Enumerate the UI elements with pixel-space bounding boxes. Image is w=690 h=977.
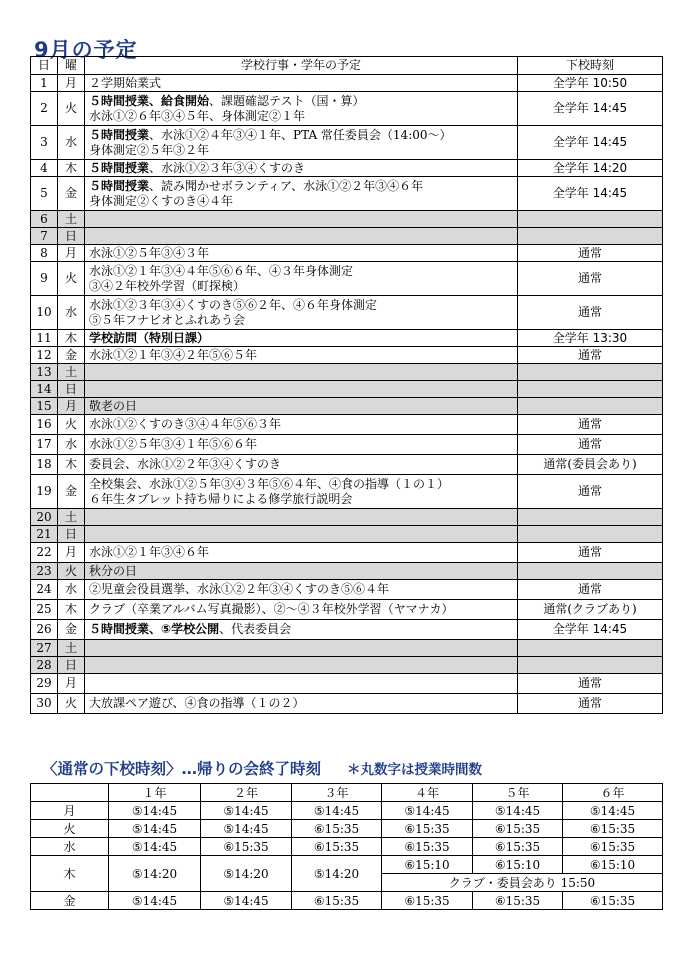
event-text: 水泳①②５年③④３年 (89, 245, 210, 260)
event-text: 身体測定②くすのき④４年 (89, 193, 234, 208)
table-row (31, 228, 663, 245)
event-line (89, 399, 513, 414)
event-line (89, 331, 513, 346)
table-row (31, 398, 663, 415)
weekday-cell: 火 (58, 92, 85, 126)
event-line (89, 109, 513, 124)
day-cell: 14 (31, 381, 58, 398)
weekday-cell: 月 (58, 674, 85, 694)
schedule-time: ⑤14:20 (109, 856, 201, 892)
table-row (31, 600, 663, 620)
event-cell (85, 211, 518, 228)
event-text: 、課題確認テスト（国・算） (209, 93, 365, 108)
event-text: 水泳①②３年③④くすのき⑤⑥２年、④６年身体測定 (89, 297, 378, 312)
day-cell: 7 (31, 228, 58, 245)
event-line (89, 194, 513, 209)
event-line (89, 264, 513, 279)
event-text: 委員会、水泳①②２年③④くすのき (89, 457, 282, 471)
schedule-time: ⑤14:45 (109, 802, 201, 820)
schedule-time: ⑥15:35 (201, 838, 292, 856)
event-line (89, 313, 513, 328)
dismissal-cell (518, 563, 663, 580)
dismissal-cell: 全学年 14:45 (518, 620, 663, 640)
schedule-time: ⑥15:35 (292, 892, 382, 910)
page-title: 9月の予定 (34, 38, 138, 62)
schedule-time: ⑤14:45 (473, 802, 563, 820)
day-cell: 22 (31, 543, 58, 563)
weekday-cell: 水 (58, 435, 85, 455)
day-cell: 25 (31, 600, 58, 620)
event-cell (85, 435, 518, 455)
weekday-cell: 火 (58, 563, 85, 580)
table-row (31, 296, 663, 330)
event-cell (85, 92, 518, 126)
event-text: ③④２年校外学習（町探検） (89, 278, 246, 293)
event-text: 全校集会、水泳①②５年③④３年⑤⑥４年、④食の指導（１の１） (89, 476, 450, 491)
schedule-grade: ２年 (201, 784, 292, 802)
event-line (89, 492, 513, 507)
table-row (31, 509, 663, 526)
event-cell (85, 381, 518, 398)
schedule-time: ⑤14:20 (292, 856, 382, 892)
dismissal-cell: 通常 (518, 674, 663, 694)
event-line (89, 128, 513, 143)
table-row (31, 674, 663, 694)
event-cell (85, 543, 518, 563)
event-line (89, 179, 513, 194)
schedule-time: ⑥15:35 (473, 892, 563, 910)
table-row (31, 435, 663, 455)
event-text: 水泳①②１年③④４年⑤⑥６年、④３年身体測定 (89, 263, 354, 278)
event-text: 水泳①②５年③④１年⑤⑥６年 (89, 437, 258, 451)
weekday-cell: 木 (58, 455, 85, 475)
day-cell: 12 (31, 347, 58, 364)
table-row (31, 475, 663, 509)
table-row (31, 347, 663, 364)
table-row (31, 364, 663, 381)
weekday-cell: 日 (58, 381, 85, 398)
event-cell (85, 674, 518, 694)
event-text: 水泳①②くすのき③④４年⑤⑥３年 (89, 417, 282, 431)
schedule-time: ⑤14:45 (109, 820, 201, 838)
schedule-time: ⑥15:10 (473, 856, 563, 874)
dismissal-cell: 全学年 14:20 (518, 160, 663, 177)
dismissal-cell: 通常 (518, 694, 663, 714)
header-events: 学校行事・学年の予定 (85, 57, 518, 75)
table-row (31, 92, 663, 126)
event-text: 水泳①②１年③④２年⑤⑥５年 (89, 347, 258, 362)
dismissal-cell: 通常(委員会あり) (518, 455, 663, 475)
event-line (89, 477, 513, 492)
weekday-cell: 土 (58, 364, 85, 381)
header-weekday: 曜 (58, 57, 85, 75)
event-cell (85, 640, 518, 657)
day-cell: 1 (31, 75, 58, 92)
event-line (89, 545, 513, 560)
dismissal-cell: 全学年 14:45 (518, 92, 663, 126)
schedule-grade: ３年 (292, 784, 382, 802)
day-cell: 30 (31, 694, 58, 714)
dismissal-cell: 通常 (518, 580, 663, 600)
day-cell: 13 (31, 364, 58, 381)
schedule-time: ⑥15:35 (563, 838, 663, 856)
schedule-time: ⑥15:10 (563, 856, 663, 874)
schedule-time: ⑤14:45 (292, 802, 382, 820)
dismissal-cell: 通常 (518, 262, 663, 296)
table-row (31, 620, 663, 640)
event-text: ５時間授業、給食開始 (89, 93, 210, 108)
table-row (31, 75, 663, 92)
day-cell: 9 (31, 262, 58, 296)
dismissal-cell: 全学年 14:45 (518, 126, 663, 160)
day-cell: 21 (31, 526, 58, 543)
schedule-time: ⑤14:45 (109, 892, 201, 910)
event-text: 身体測定②５年③２年 (89, 142, 210, 157)
schedule-time: ⑤14:45 (382, 802, 473, 820)
schedule-time: ⑥15:35 (382, 892, 473, 910)
event-line (89, 76, 513, 91)
dismissal-cell (518, 364, 663, 381)
weekday-cell: 火 (58, 262, 85, 296)
weekday-cell: 水 (58, 580, 85, 600)
event-cell (85, 600, 518, 620)
table-row (31, 160, 663, 177)
event-cell (85, 398, 518, 415)
event-line (89, 417, 513, 432)
day-cell: 18 (31, 455, 58, 475)
table-row (31, 126, 663, 160)
schedule-time: ⑤14:45 (201, 802, 292, 820)
day-cell: 2 (31, 92, 58, 126)
schedule-time: ⑥15:35 (563, 820, 663, 838)
schedule-section-heading (42, 757, 482, 779)
table-row (31, 330, 663, 347)
section-note: ＊丸数字は授業時間数 (347, 762, 483, 778)
event-text: ２学期始業式 (89, 75, 162, 90)
day-cell: 24 (31, 580, 58, 600)
event-text: ⑤５年フナビオとふれあう会 (89, 312, 246, 327)
header-day: 日 (31, 57, 58, 75)
event-line (89, 437, 513, 452)
weekday-cell: 日 (58, 526, 85, 543)
table-row (31, 211, 663, 228)
event-table (30, 56, 663, 714)
schedule-row (31, 820, 663, 838)
day-cell: 11 (31, 330, 58, 347)
weekday-cell: 土 (58, 509, 85, 526)
table-row (31, 543, 663, 563)
event-text: 大放課ペア遊び、④食の指導（１の２） (89, 696, 305, 710)
schedule-time: ⑥15:35 (292, 838, 382, 856)
dismissal-cell: 通常 (518, 245, 663, 262)
dismissal-cell: 通常 (518, 415, 663, 435)
day-cell: 10 (31, 296, 58, 330)
event-line (89, 348, 513, 363)
weekday-cell: 金 (58, 620, 85, 640)
weekday-cell: 金 (58, 347, 85, 364)
event-line (89, 622, 513, 637)
day-cell: 4 (31, 160, 58, 177)
day-cell: 28 (31, 657, 58, 674)
weekday-cell: 土 (58, 211, 85, 228)
event-cell (85, 75, 518, 92)
day-cell: 23 (31, 563, 58, 580)
event-cell (85, 563, 518, 580)
weekday-cell: 木 (58, 160, 85, 177)
table-row (31, 694, 663, 714)
event-cell (85, 296, 518, 330)
event-cell (85, 475, 518, 509)
day-cell: 5 (31, 177, 58, 211)
event-cell (85, 330, 518, 347)
weekday-cell: 水 (58, 296, 85, 330)
event-cell (85, 347, 518, 364)
event-cell (85, 657, 518, 674)
schedule-row (31, 892, 663, 910)
schedule-time: ⑥15:35 (292, 820, 382, 838)
event-cell (85, 509, 518, 526)
table-row (31, 177, 663, 211)
dismissal-cell: 通常(クラブあり) (518, 600, 663, 620)
schedule-time: ⑥15:35 (473, 838, 563, 856)
table-row (31, 563, 663, 580)
event-cell (85, 455, 518, 475)
weekday-cell: 火 (58, 694, 85, 714)
schedule-grade: ５年 (473, 784, 563, 802)
schedule-weekday: 水 (31, 838, 109, 856)
schedule-time: ⑤14:20 (201, 856, 292, 892)
schedule-weekday: 金 (31, 892, 109, 910)
schedule-weekday: 木 (31, 856, 109, 892)
dismissal-cell (518, 398, 663, 415)
event-text: 、代表委員会 (219, 622, 292, 636)
schedule-time: ⑥15:35 (382, 820, 473, 838)
event-text: ５時間授業 (89, 178, 150, 193)
schedule-weekday: 火 (31, 820, 109, 838)
weekday-cell: 火 (58, 415, 85, 435)
header-dismissal: 下校時刻 (518, 57, 663, 75)
event-line (89, 143, 513, 158)
event-text: ５時間授業 (89, 127, 150, 142)
dismissal-cell (518, 381, 663, 398)
table-row (31, 381, 663, 398)
dismissal-cell (518, 526, 663, 543)
event-text: 、水泳①②４年③④１年、PTA 常任委員会（14:00～） (149, 127, 452, 142)
event-line (89, 161, 513, 176)
schedule-grade: ６年 (563, 784, 663, 802)
event-text: 、読み聞かせボランティア、水泳①②２年③④６年 (149, 178, 424, 193)
weekday-cell: 日 (58, 657, 85, 674)
dismissal-cell: 全学年 10:50 (518, 75, 663, 92)
weekday-cell: 月 (58, 398, 85, 415)
event-text: ６年生タブレット持ち帰りによる修学旅行説明会 (89, 491, 353, 506)
schedule-time: ⑥15:35 (473, 820, 563, 838)
event-cell (85, 245, 518, 262)
table-row (31, 245, 663, 262)
day-cell: 29 (31, 674, 58, 694)
day-cell: 26 (31, 620, 58, 640)
day-cell: 16 (31, 415, 58, 435)
dismissal-cell: 通常 (518, 435, 663, 455)
schedule-row (31, 856, 663, 874)
schedule-corner (31, 784, 109, 802)
schedule-header-row (31, 784, 663, 802)
schedule-time: ⑤14:45 (563, 802, 663, 820)
dismissal-cell (518, 228, 663, 245)
event-cell (85, 694, 518, 714)
event-cell (85, 177, 518, 211)
event-text: 敬老の日 (89, 398, 138, 413)
dismissal-cell: 通常 (518, 347, 663, 364)
section-title: 〈通常の下校時刻〉…帰りの会終了時刻 (42, 760, 322, 778)
day-cell: 19 (31, 475, 58, 509)
event-line (89, 279, 513, 294)
weekday-cell: 月 (58, 543, 85, 563)
dismissal-cell: 通常 (518, 543, 663, 563)
event-line (89, 94, 513, 109)
dismissal-cell: 全学年 14:45 (518, 177, 663, 211)
weekday-cell: 金 (58, 177, 85, 211)
event-cell (85, 526, 518, 543)
day-cell: 15 (31, 398, 58, 415)
weekday-cell: 月 (58, 75, 85, 92)
weekday-cell: 金 (58, 475, 85, 509)
weekday-cell: 木 (58, 600, 85, 620)
event-text: 水泳①②６年③④５年、身体測定②１年 (89, 108, 306, 123)
dismissal-cell (518, 509, 663, 526)
event-text: ②児童会役員選挙、水泳①②２年③④くすのき⑤⑥４年 (89, 582, 390, 596)
table-row (31, 262, 663, 296)
event-line (89, 298, 513, 313)
event-line (89, 246, 513, 261)
schedule-time: ⑥15:10 (382, 856, 473, 874)
event-line (89, 457, 513, 472)
weekday-cell: 土 (58, 640, 85, 657)
event-cell (85, 126, 518, 160)
event-text: ５時間授業、⑤学校公開 (89, 622, 220, 636)
event-cell (85, 620, 518, 640)
table-row (31, 580, 663, 600)
event-line (89, 582, 513, 597)
schedule-time: ⑥15:35 (382, 838, 473, 856)
day-cell: 17 (31, 435, 58, 455)
schedule-time: ⑤14:45 (201, 820, 292, 838)
event-cell (85, 262, 518, 296)
weekday-cell: 月 (58, 245, 85, 262)
table-row (31, 526, 663, 543)
schedule-grade: ４年 (382, 784, 473, 802)
dismissal-cell (518, 640, 663, 657)
event-cell (85, 228, 518, 245)
event-line (89, 602, 513, 617)
schedule-row (31, 802, 663, 820)
event-cell (85, 415, 518, 435)
event-text: ５時間授業 (89, 160, 150, 175)
day-cell: 20 (31, 509, 58, 526)
weekday-cell: 木 (58, 330, 85, 347)
dismissal-schedule-table (30, 783, 663, 910)
event-cell (85, 364, 518, 381)
day-cell: 8 (31, 245, 58, 262)
day-cell: 3 (31, 126, 58, 160)
event-text: クラブ（卒業アルバム写真撮影）、②～④３年校外学習（ヤマナカ） (89, 602, 454, 616)
event-text: 水泳①②１年③④６年 (89, 545, 210, 559)
table-row (31, 657, 663, 674)
event-text: 学校訪問（特別日課） (89, 330, 210, 345)
schedule-time: ⑤14:45 (201, 892, 292, 910)
event-text: 秋分の日 (89, 563, 138, 578)
dismissal-cell: 通常 (518, 475, 663, 509)
schedule-time: ⑤14:45 (109, 838, 201, 856)
schedule-time: ⑥15:35 (563, 892, 663, 910)
event-line (89, 564, 513, 579)
dismissal-cell: 通常 (518, 296, 663, 330)
event-cell (85, 160, 518, 177)
table-row (31, 415, 663, 435)
day-cell: 6 (31, 211, 58, 228)
dismissal-cell (518, 211, 663, 228)
day-cell: 27 (31, 640, 58, 657)
event-text: 、水泳①②３年③④くすのき (149, 160, 306, 175)
dismissal-cell: 全学年 13:30 (518, 330, 663, 347)
event-cell (85, 580, 518, 600)
weekday-cell: 日 (58, 228, 85, 245)
table-row (31, 455, 663, 475)
table-row (31, 640, 663, 657)
dismissal-cell (518, 657, 663, 674)
weekday-cell: 水 (58, 126, 85, 160)
schedule-grade: １年 (109, 784, 201, 802)
schedule-note: クラブ・委員会あり 15:50 (382, 874, 663, 892)
event-line (89, 696, 513, 711)
event-table-header (31, 57, 663, 75)
schedule-row (31, 838, 663, 856)
schedule-weekday: 月 (31, 802, 109, 820)
